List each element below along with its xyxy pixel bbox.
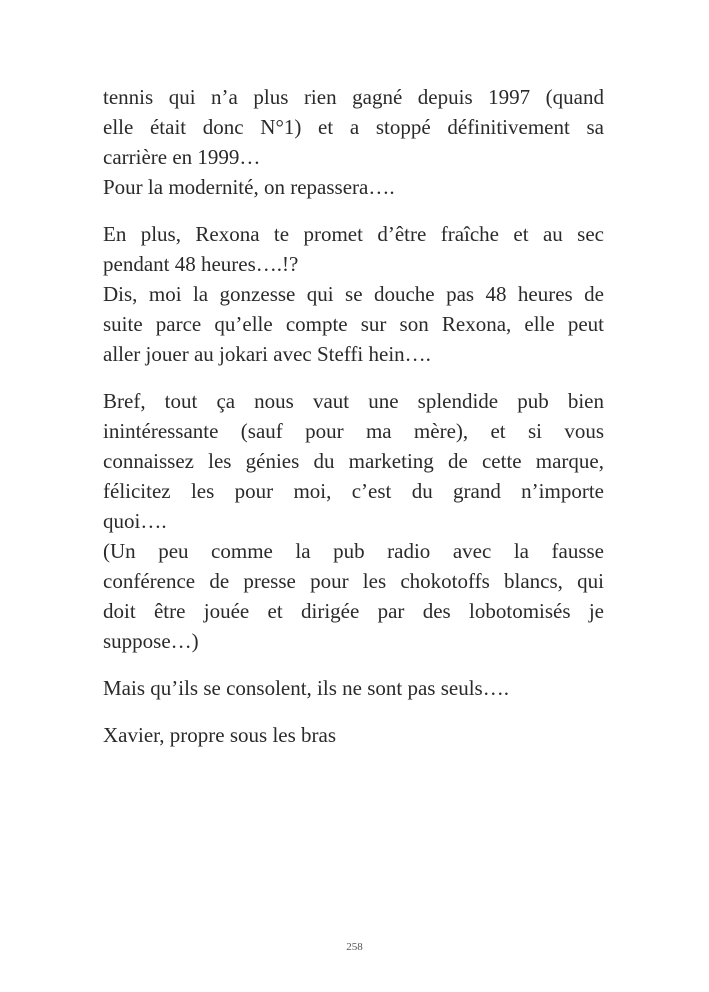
paragraph-gap [103, 703, 604, 720]
text-line: quoi…. [103, 509, 167, 533]
paragraph [103, 386, 604, 656]
text-line: connaissez les génies du marketing de cette marque, [103, 449, 604, 473]
text-line: Xavier, propre sous les bras [103, 723, 337, 747]
text-line: En plus, Rexona te promet d’être fraîche et au sec [103, 222, 604, 246]
paragraph-gap [103, 202, 604, 219]
text-line: doit être jouée et dirigée par des lobotomisés je [103, 599, 604, 623]
text-line: aller jouer au jokari avec Steffi hein…. [103, 342, 431, 366]
text-line: Mais qu’ils se consolent, ils ne sont pas seuls…. [103, 676, 509, 700]
text-line: suppose…) [103, 629, 199, 653]
text-line: inintéressante (sauf pour ma mère), et si vous [103, 419, 604, 443]
paragraph [103, 720, 604, 750]
text-line: Pour la modernité, on repassera…. [103, 175, 395, 199]
paragraph-gap [103, 369, 604, 386]
text-line: (Un peu comme la pub radio avec la fausse [103, 539, 604, 563]
text-line: Bref, tout ça nous vaut une splendide pub bien [103, 389, 604, 413]
text-line: carrière en 1999… [103, 145, 261, 169]
text-line: conférence de presse pour les chokotoffs blancs, qui [103, 569, 604, 593]
paragraph [103, 219, 604, 369]
paragraph [103, 673, 604, 703]
text-line: pendant 48 heures….!? [103, 252, 299, 276]
text-line: suite parce qu’elle compte sur son Rexona, elle peut [103, 312, 604, 336]
paragraph-gap [103, 656, 604, 673]
text-line: Dis, moi la gonzesse qui se douche pas 48 heures de [103, 282, 604, 306]
page-number: 258 [346, 941, 363, 953]
text-line: félicitez les pour moi, c’est du grand n’importe [103, 479, 604, 503]
body-text [103, 82, 604, 750]
text-line: tennis qui n’a plus rien gagné depuis 1997 (quand [103, 85, 604, 109]
text-line: elle était donc N°1) et a stoppé définitivement sa [103, 115, 604, 139]
paragraph [103, 82, 604, 202]
